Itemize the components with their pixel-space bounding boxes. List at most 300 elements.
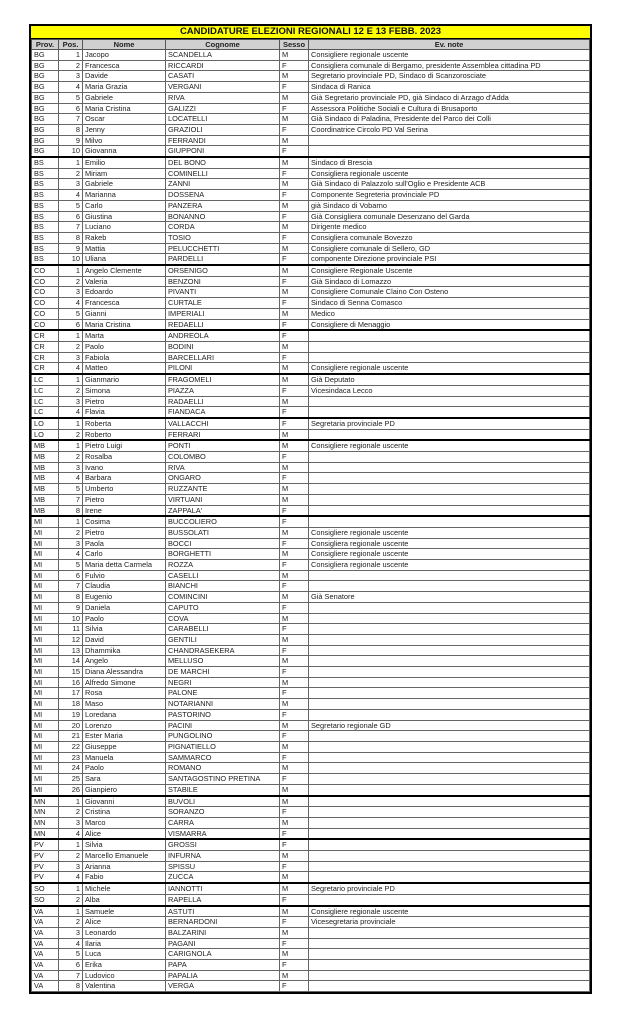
- cell-sesso: M: [280, 396, 309, 407]
- cell-pos: 26: [59, 784, 83, 795]
- cell-note: [309, 494, 590, 505]
- cell-cognome: CASATI: [166, 71, 280, 82]
- cell-cognome: DEL BONO: [166, 157, 280, 168]
- cell-note: [309, 135, 590, 146]
- cell-pos: 3: [59, 352, 83, 363]
- cell-cognome: ROZZA: [166, 560, 280, 571]
- cell-note: [309, 807, 590, 818]
- table-row: [32, 634, 590, 645]
- cell-pos: 3: [59, 538, 83, 549]
- cell-note: Consigliera comunale di Bergamo, presidente Assemblea cittadina PD: [309, 60, 590, 71]
- table-row: [32, 157, 590, 168]
- header-row: [32, 40, 590, 50]
- cell-nome: Pietro Luigi: [83, 440, 166, 451]
- table-row: [32, 452, 590, 463]
- cell-note: [309, 581, 590, 592]
- cell-nome: Valeria: [83, 276, 166, 287]
- table-row: [32, 330, 590, 341]
- cell-cognome: PELUCCHETTI: [166, 243, 280, 254]
- cell-prov: BG: [32, 114, 59, 125]
- cell-prov: VA: [32, 970, 59, 981]
- cell-nome: Francesca: [83, 60, 166, 71]
- cell-prov: LC: [32, 396, 59, 407]
- cell-nome: Flavia: [83, 407, 166, 418]
- table-row: [32, 906, 590, 917]
- cell-nome: Edoardo: [83, 287, 166, 298]
- cell-sesso: M: [280, 440, 309, 451]
- cell-note: Già Senatore: [309, 592, 590, 603]
- cell-prov: MI: [32, 581, 59, 592]
- cell-pos: 25: [59, 774, 83, 785]
- cell-prov: CO: [32, 265, 59, 276]
- cell-sesso: F: [280, 581, 309, 592]
- cell-note: Consigliere regionale uscente: [309, 906, 590, 917]
- cell-cognome: RICCARDI: [166, 60, 280, 71]
- cell-sesso: F: [280, 894, 309, 905]
- cell-sesso: F: [280, 731, 309, 742]
- cell-note: [309, 752, 590, 763]
- cell-cognome: BUVOLI: [166, 796, 280, 807]
- cell-sesso: F: [280, 319, 309, 330]
- cell-pos: 4: [59, 828, 83, 839]
- cell-sesso: M: [280, 883, 309, 894]
- cell-nome: Jenny: [83, 124, 166, 135]
- cell-note: [309, 894, 590, 905]
- cell-note: [309, 407, 590, 418]
- column-header-cognome: Cognome: [166, 40, 280, 50]
- cell-sesso: F: [280, 418, 309, 429]
- table-row: [32, 484, 590, 495]
- cell-sesso: F: [280, 276, 309, 287]
- cell-cognome: FIANDACA: [166, 407, 280, 418]
- cell-prov: MI: [32, 742, 59, 753]
- cell-cognome: PILONI: [166, 363, 280, 374]
- table-row: [32, 374, 590, 385]
- table-row: [32, 462, 590, 473]
- cell-cognome: GALIZZI: [166, 103, 280, 114]
- cell-pos: 1: [59, 796, 83, 807]
- table-row: [32, 970, 590, 981]
- cell-pos: 10: [59, 146, 83, 157]
- cell-sesso: F: [280, 861, 309, 872]
- table-row: [32, 861, 590, 872]
- cell-note: [309, 709, 590, 720]
- cell-pos: 5: [59, 200, 83, 211]
- cell-cognome: VALLACCHI: [166, 418, 280, 429]
- cell-cognome: VIRTUANI: [166, 494, 280, 505]
- cell-sesso: F: [280, 828, 309, 839]
- cell-pos: 1: [59, 374, 83, 385]
- cell-nome: Lorenzo: [83, 720, 166, 731]
- cell-sesso: M: [280, 656, 309, 667]
- cell-sesso: M: [280, 720, 309, 731]
- cell-pos: 2: [59, 851, 83, 862]
- cell-nome: Emilio: [83, 157, 166, 168]
- cell-pos: 24: [59, 763, 83, 774]
- cell-prov: BS: [32, 179, 59, 190]
- cell-prov: MN: [32, 817, 59, 828]
- cell-pos: 5: [59, 949, 83, 960]
- table-row: [32, 731, 590, 742]
- cell-sesso: M: [280, 374, 309, 385]
- cell-nome: Alice: [83, 828, 166, 839]
- cell-prov: MI: [32, 560, 59, 571]
- cell-sesso: M: [280, 796, 309, 807]
- cell-cognome: PACINI: [166, 720, 280, 731]
- cell-prov: BS: [32, 243, 59, 254]
- cell-pos: 7: [59, 494, 83, 505]
- cell-nome: Dhammika: [83, 645, 166, 656]
- cell-sesso: F: [280, 103, 309, 114]
- table-row: [32, 807, 590, 818]
- cell-cognome: DOSSENA: [166, 190, 280, 201]
- cell-prov: MB: [32, 452, 59, 463]
- cell-pos: 4: [59, 407, 83, 418]
- cell-pos: 19: [59, 709, 83, 720]
- cell-sesso: M: [280, 200, 309, 211]
- cell-note: [309, 763, 590, 774]
- cell-nome: Erika: [83, 960, 166, 971]
- cell-sesso: M: [280, 71, 309, 82]
- cell-pos: 2: [59, 60, 83, 71]
- cell-sesso: F: [280, 516, 309, 527]
- cell-sesso: F: [280, 330, 309, 341]
- table-row: [32, 92, 590, 103]
- cell-note: [309, 851, 590, 862]
- cell-sesso: M: [280, 222, 309, 233]
- cell-pos: 18: [59, 699, 83, 710]
- cell-prov: MI: [32, 538, 59, 549]
- cell-note: [309, 796, 590, 807]
- cell-nome: Marta: [83, 330, 166, 341]
- cell-note: Consigliere comunale di Sellero, GD: [309, 243, 590, 254]
- cell-pos: 2: [59, 168, 83, 179]
- table-row: [32, 699, 590, 710]
- cell-nome: Gabriele: [83, 92, 166, 103]
- cell-prov: VA: [32, 981, 59, 992]
- cell-pos: 4: [59, 363, 83, 374]
- cell-pos: 8: [59, 124, 83, 135]
- cell-note: [309, 352, 590, 363]
- cell-nome: Barbara: [83, 473, 166, 484]
- cell-nome: Giovanna: [83, 146, 166, 157]
- cell-pos: 2: [59, 276, 83, 287]
- cell-pos: 1: [59, 839, 83, 850]
- column-header-pos: Pos.: [59, 40, 83, 50]
- cell-note: [309, 839, 590, 850]
- cell-nome: Maria Cristina: [83, 319, 166, 330]
- cell-pos: 2: [59, 385, 83, 396]
- cell-cognome: GENTILI: [166, 634, 280, 645]
- cell-prov: PV: [32, 851, 59, 862]
- cell-sesso: F: [280, 211, 309, 222]
- cell-note: [309, 146, 590, 157]
- cell-cognome: BUCCOLIERO: [166, 516, 280, 527]
- cell-note: Consigliera regionale uscente: [309, 538, 590, 549]
- cell-sesso: M: [280, 494, 309, 505]
- cell-sesso: F: [280, 385, 309, 396]
- cell-prov: BS: [32, 200, 59, 211]
- cell-cognome: RUZZANTE: [166, 484, 280, 495]
- cell-note: Dirigente medico: [309, 222, 590, 233]
- cell-nome: Samuele: [83, 906, 166, 917]
- cell-note: [309, 330, 590, 341]
- table-row: [32, 894, 590, 905]
- cell-sesso: M: [280, 135, 309, 146]
- cell-cognome: REDAELLI: [166, 319, 280, 330]
- cell-prov: MI: [32, 634, 59, 645]
- cell-note: [309, 473, 590, 484]
- cell-cognome: MELLUSO: [166, 656, 280, 667]
- cell-prov: BS: [32, 157, 59, 168]
- cell-prov: MI: [32, 667, 59, 678]
- cell-sesso: F: [280, 752, 309, 763]
- cell-nome: Angelo: [83, 656, 166, 667]
- cell-note: Consigliera regionale uscente: [309, 560, 590, 571]
- table-row: [32, 82, 590, 93]
- cell-note: [309, 742, 590, 753]
- cell-note: Sindaca di Ranica: [309, 82, 590, 93]
- cell-cognome: ORSENIGO: [166, 265, 280, 276]
- cell-cognome: CARABELLI: [166, 624, 280, 635]
- cell-nome: Simona: [83, 385, 166, 396]
- cell-note: Consigliere regionale uscente: [309, 527, 590, 538]
- table-row: [32, 516, 590, 527]
- cell-pos: 4: [59, 190, 83, 201]
- table-row: [32, 168, 590, 179]
- column-header-nome: Nome: [83, 40, 166, 50]
- cell-pos: 1: [59, 516, 83, 527]
- cell-prov: MI: [32, 656, 59, 667]
- table-row: [32, 677, 590, 688]
- cell-sesso: M: [280, 308, 309, 319]
- cell-note: [309, 484, 590, 495]
- cell-prov: MB: [32, 462, 59, 473]
- cell-sesso: F: [280, 807, 309, 818]
- cell-cognome: ROMANO: [166, 763, 280, 774]
- cell-note: Segretaria provinciale PD: [309, 418, 590, 429]
- column-header-note: Ev. note: [309, 40, 590, 50]
- table-row: [32, 752, 590, 763]
- cell-cognome: SAMMARCO: [166, 752, 280, 763]
- table-row: [32, 828, 590, 839]
- cell-note: Già Sindaco di Lomazzo: [309, 276, 590, 287]
- cell-note: Consigliere regionale uscente: [309, 363, 590, 374]
- cell-cognome: BORGHETTI: [166, 549, 280, 560]
- sheet-title: CANDIDATURE ELEZIONI REGIONALI 12 E 13 FEBB. 2023: [31, 26, 590, 39]
- cell-prov: CR: [32, 363, 59, 374]
- cell-sesso: F: [280, 981, 309, 992]
- cell-cognome: PIAZZA: [166, 385, 280, 396]
- cell-sesso: M: [280, 742, 309, 753]
- cell-nome: Pietro: [83, 494, 166, 505]
- table-row: [32, 352, 590, 363]
- cell-cognome: RIVA: [166, 462, 280, 473]
- cell-sesso: F: [280, 82, 309, 93]
- cell-nome: Gianni: [83, 308, 166, 319]
- table-row: [32, 319, 590, 330]
- cell-note: [309, 396, 590, 407]
- table-row: [32, 308, 590, 319]
- cell-prov: MI: [32, 784, 59, 795]
- cell-nome: Fabio: [83, 872, 166, 883]
- cell-nome: Sara: [83, 774, 166, 785]
- cell-note: Consigliere di Menaggio: [309, 319, 590, 330]
- candidates-sheet: [29, 24, 592, 994]
- cell-cognome: GRAZIOLI: [166, 124, 280, 135]
- cell-note: componente Direzione provinciale PSI: [309, 254, 590, 265]
- cell-pos: 4: [59, 473, 83, 484]
- cell-nome: Maria detta Carmela: [83, 560, 166, 571]
- cell-nome: Paola: [83, 538, 166, 549]
- cell-prov: MB: [32, 494, 59, 505]
- cell-pos: 6: [59, 103, 83, 114]
- cell-nome: Luca: [83, 949, 166, 960]
- cell-cognome: ONGARO: [166, 473, 280, 484]
- cell-cognome: CHANDRASEKERA: [166, 645, 280, 656]
- table-row: [32, 656, 590, 667]
- cell-nome: Luciano: [83, 222, 166, 233]
- table-body: [32, 50, 590, 992]
- cell-nome: Miriam: [83, 168, 166, 179]
- table-row: [32, 135, 590, 146]
- table-row: [32, 949, 590, 960]
- cell-nome: Rakeb: [83, 232, 166, 243]
- cell-note: [309, 872, 590, 883]
- cell-pos: 6: [59, 319, 83, 330]
- cell-prov: MI: [32, 677, 59, 688]
- cell-pos: 2: [59, 894, 83, 905]
- cell-cognome: BONANNO: [166, 211, 280, 222]
- cell-note: [309, 861, 590, 872]
- cell-pos: 2: [59, 341, 83, 352]
- cell-cognome: LOCATELLI: [166, 114, 280, 125]
- cell-sesso: M: [280, 484, 309, 495]
- cell-prov: BG: [32, 146, 59, 157]
- cell-prov: BS: [32, 254, 59, 265]
- cell-pos: 22: [59, 742, 83, 753]
- cell-pos: 7: [59, 581, 83, 592]
- cell-nome: Manuela: [83, 752, 166, 763]
- cell-pos: 1: [59, 906, 83, 917]
- cell-prov: BG: [32, 60, 59, 71]
- cell-pos: 12: [59, 634, 83, 645]
- cell-prov: LC: [32, 407, 59, 418]
- cell-pos: 13: [59, 645, 83, 656]
- cell-pos: 3: [59, 927, 83, 938]
- cell-prov: BS: [32, 222, 59, 233]
- cell-sesso: M: [280, 429, 309, 440]
- cell-cognome: COVA: [166, 613, 280, 624]
- cell-pos: 3: [59, 817, 83, 828]
- cell-cognome: PONTI: [166, 440, 280, 451]
- table-row: [32, 645, 590, 656]
- cell-sesso: M: [280, 50, 309, 61]
- cell-nome: Gianmario: [83, 374, 166, 385]
- table-row: [32, 784, 590, 795]
- cell-note: Già Sindaco di Paladina, Presidente del Parco dei Colli: [309, 114, 590, 125]
- cell-note: [309, 774, 590, 785]
- table-row: [32, 71, 590, 82]
- cell-pos: 4: [59, 298, 83, 309]
- cell-note: [309, 656, 590, 667]
- table-row: [32, 407, 590, 418]
- table-row: [32, 774, 590, 785]
- cell-cognome: IMPERIALI: [166, 308, 280, 319]
- cell-pos: 8: [59, 592, 83, 603]
- cell-note: Medico: [309, 308, 590, 319]
- table-row: [32, 429, 590, 440]
- cell-cognome: ZUCCA: [166, 872, 280, 883]
- cell-pos: 15: [59, 667, 83, 678]
- cell-note: Componente Segreteria provinciale PD: [309, 190, 590, 201]
- cell-prov: MI: [32, 613, 59, 624]
- cell-nome: Milvo: [83, 135, 166, 146]
- cell-nome: Ludovico: [83, 970, 166, 981]
- cell-prov: VA: [32, 938, 59, 949]
- cell-prov: PV: [32, 872, 59, 883]
- cell-pos: 17: [59, 688, 83, 699]
- cell-prov: MI: [32, 645, 59, 656]
- cell-cognome: BUSSOLATI: [166, 527, 280, 538]
- cell-prov: CR: [32, 330, 59, 341]
- cell-nome: Maria Grazia: [83, 82, 166, 93]
- cell-pos: 4: [59, 872, 83, 883]
- cell-cognome: PANZERA: [166, 200, 280, 211]
- cell-nome: Fulvio: [83, 570, 166, 581]
- table-row: [32, 114, 590, 125]
- cell-pos: 11: [59, 624, 83, 635]
- cell-sesso: M: [280, 906, 309, 917]
- cell-pos: 9: [59, 135, 83, 146]
- cell-note: [309, 927, 590, 938]
- cell-pos: 1: [59, 330, 83, 341]
- cell-note: Segretario provinciale PD: [309, 883, 590, 894]
- table-row: [32, 720, 590, 731]
- cell-prov: MB: [32, 440, 59, 451]
- cell-prov: BG: [32, 103, 59, 114]
- cell-note: [309, 505, 590, 516]
- cell-prov: MI: [32, 699, 59, 710]
- table-row: [32, 817, 590, 828]
- cell-sesso: M: [280, 341, 309, 352]
- cell-sesso: M: [280, 243, 309, 254]
- cell-note: [309, 429, 590, 440]
- cell-cognome: STABILE: [166, 784, 280, 795]
- cell-prov: BG: [32, 50, 59, 61]
- cell-prov: MB: [32, 473, 59, 484]
- cell-prov: MB: [32, 484, 59, 495]
- cell-nome: Rosa: [83, 688, 166, 699]
- cell-sesso: F: [280, 645, 309, 656]
- cell-nome: Claudia: [83, 581, 166, 592]
- cell-prov: MN: [32, 828, 59, 839]
- cell-pos: 9: [59, 243, 83, 254]
- cell-cognome: PIVANTI: [166, 287, 280, 298]
- cell-cognome: FRAGOMELI: [166, 374, 280, 385]
- table-row: [32, 298, 590, 309]
- cell-note: Segretario regionale GD: [309, 720, 590, 731]
- cell-prov: BS: [32, 232, 59, 243]
- table-row: [32, 570, 590, 581]
- cell-pos: 9: [59, 602, 83, 613]
- cell-prov: CR: [32, 352, 59, 363]
- cell-pos: 1: [59, 440, 83, 451]
- column-header-sesso: Sesso: [280, 40, 309, 50]
- table-row: [32, 613, 590, 624]
- cell-note: [309, 784, 590, 795]
- cell-cognome: ANDREOLA: [166, 330, 280, 341]
